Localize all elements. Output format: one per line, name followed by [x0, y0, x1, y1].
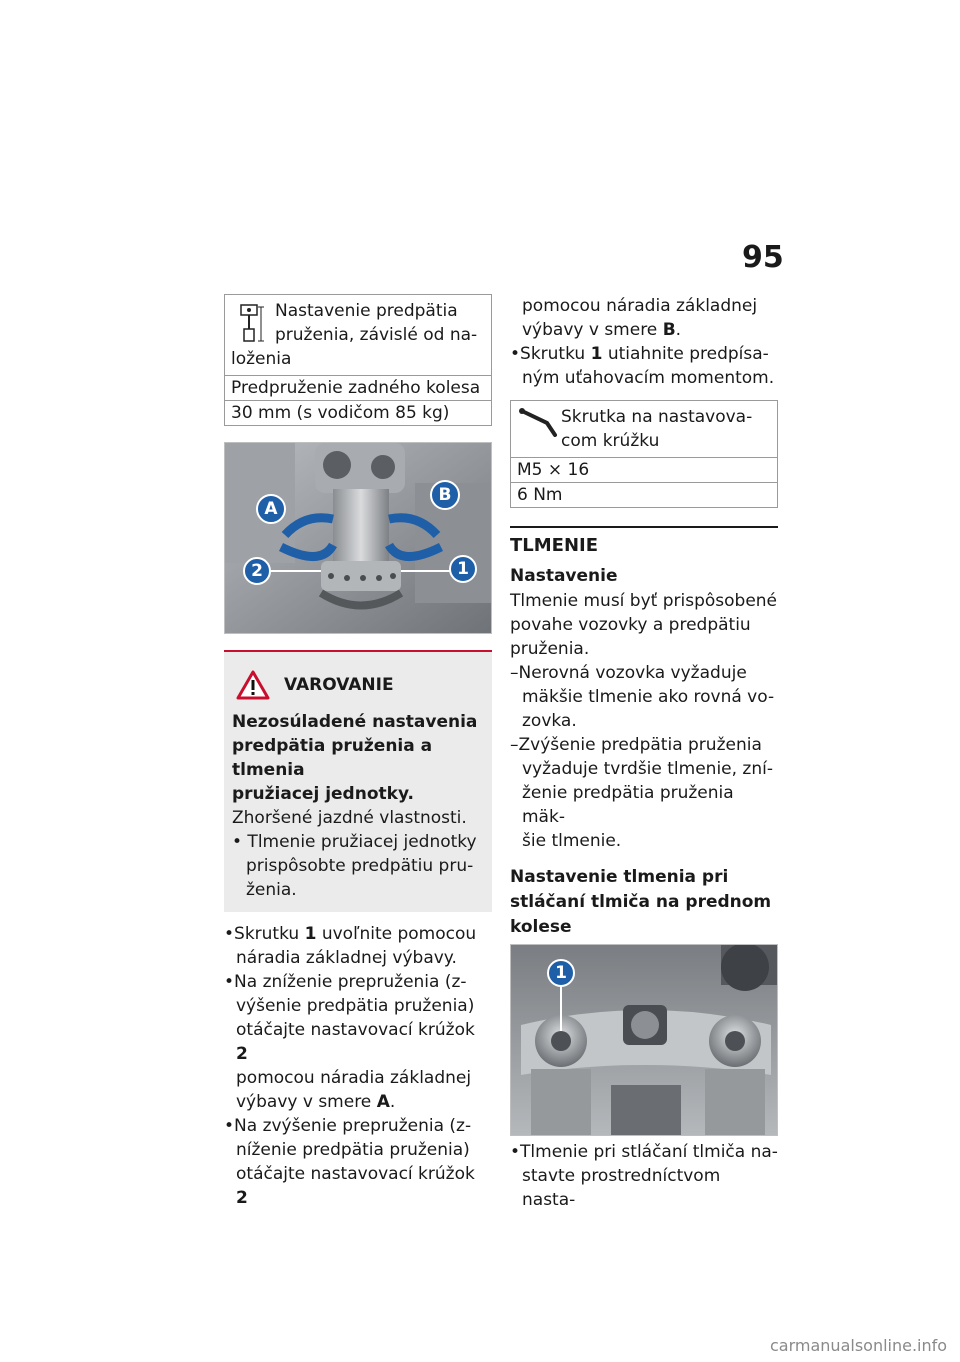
dash-line: –Nerovná vozovka vyžaduje	[510, 663, 747, 683]
cont-text: výbavy v smere	[522, 320, 663, 340]
subheading: Nastavenie	[510, 566, 618, 586]
torque-row-value: 6 Nm	[511, 482, 777, 507]
step-line	[224, 922, 492, 946]
intro-line: pruženia.	[510, 639, 590, 659]
warning-bullet-line: prispôsobte predpätiu pru-	[246, 856, 474, 876]
warning-bullet-line: ženia.	[246, 880, 297, 900]
callout-b: B	[438, 485, 452, 505]
left-column	[224, 294, 492, 1210]
subheading-2-line: Nastavenie tlmenia pri	[510, 867, 729, 887]
final-line: •Tlmenie pri stláčaní tlmiča na-	[510, 1142, 778, 1162]
page-number: 95	[742, 240, 784, 275]
rear-shock-photo	[224, 442, 492, 634]
torque-header-line: com krúžku	[561, 431, 660, 451]
spec-header-line: pruženia, závislé od na-	[275, 325, 478, 345]
footer-url[interactable]: carmanualsonline.info	[770, 1336, 948, 1355]
step-text: otáčajte nastavovací krúžok	[236, 1164, 475, 1184]
step-line: níženie predpätia pruženia)	[236, 1140, 470, 1160]
cont-line	[510, 318, 778, 342]
final-line: stavte prostredníctvom nasta-	[522, 1166, 721, 1210]
dash-line: mäkšie tlmenie ako rovná vo-	[522, 687, 775, 707]
spec-header-line: Nastavenie predpätia	[275, 301, 458, 321]
front-fork-photo	[510, 944, 778, 1136]
step-ref: 2	[236, 1044, 248, 1064]
cont-line: pomocou náradia základnej	[522, 296, 758, 316]
dash-line: šie tlmenie.	[522, 831, 622, 851]
warning-text: Zhoršené jazdné vlastnosti.	[232, 808, 467, 828]
warning-title: VAROVANIE	[284, 675, 394, 695]
step-line: výšenie predpätia pruženia)	[236, 996, 475, 1016]
step-line: ným uťahovacím momentom.	[522, 368, 775, 388]
warning-triangle-icon	[236, 670, 270, 700]
rear-shock-illustration	[225, 443, 492, 633]
dash-line: vyžaduje tvrdšie tlmenie, zní-	[522, 759, 773, 779]
cont-text: .	[675, 320, 682, 340]
dash-line: ženie predpätia pruženia mäk-	[522, 783, 734, 827]
spec-row-label: Predpruženie zadného kolesa	[225, 375, 491, 400]
spec-box-header	[225, 295, 491, 375]
preload-spec-box	[224, 294, 492, 426]
step-line	[224, 1090, 492, 1114]
callout-1: 1	[555, 963, 567, 983]
step-line: pomocou náradia základnej	[236, 1068, 472, 1088]
spec-row-value: 30 mm (s vodičom 85 kg)	[225, 400, 491, 425]
warning-bullet-line: • Tlmenie pružiacej jednotky	[232, 832, 477, 852]
spring-preload-icon	[237, 303, 267, 345]
subheading-2-line: kolese	[510, 917, 572, 937]
dash-line: zovka.	[522, 711, 577, 731]
step-ref: 1	[590, 344, 603, 364]
step-text: výbavy v smere	[236, 1092, 377, 1112]
step-text: otáčajte nastavovací krúžok	[236, 1020, 475, 1040]
step-line: náradia základnej výbavy.	[236, 948, 457, 968]
right-column	[510, 294, 778, 1212]
step-text: •Skrutku	[510, 344, 591, 364]
warning-header	[236, 670, 484, 700]
subheading-2	[510, 865, 778, 940]
step-line: •Na zníženie prepruženia (z-	[224, 972, 467, 992]
cont-ref: B	[662, 320, 676, 340]
step-ref: 1	[304, 924, 317, 944]
warning-bold-line: Nezosúladené nastavenia	[232, 712, 478, 732]
callout-a: A	[264, 499, 278, 519]
step-text: utiahnite predpísa-	[602, 344, 769, 364]
torque-box-header	[511, 401, 777, 457]
step-ref: 2	[236, 1188, 248, 1208]
torque-row-size: M5 × 16	[511, 457, 777, 482]
torque-wrench-icon	[519, 407, 559, 437]
intro-line: povahe vozovky a predpätiu	[510, 615, 751, 635]
torque-spec-box	[510, 400, 778, 508]
spec-header-line: loženia	[231, 349, 292, 369]
step-text: uvoľnite pomocou	[316, 924, 477, 944]
section-title: TLMENIE	[510, 526, 778, 558]
callout-1: 1	[457, 559, 469, 579]
step-line	[510, 342, 778, 366]
dash-line: –Zvýšenie predpätia pruženia	[510, 735, 762, 755]
step-text: •Skrutku	[224, 924, 305, 944]
torque-header-line: Skrutka na nastavova-	[561, 407, 753, 427]
warning-block	[224, 650, 492, 912]
step-text: .	[389, 1092, 396, 1112]
step-line	[224, 1162, 492, 1210]
callout-2: 2	[251, 561, 263, 581]
subheading-2-line: stláčaní tlmiča na prednom	[510, 892, 772, 912]
intro-line: Tlmenie musí byť prispôsobené	[510, 591, 778, 611]
step-line	[224, 1018, 492, 1066]
step-line: •Na zvýšenie prepruženia (z-	[224, 1116, 472, 1136]
warning-bold-line: pružiacej jednotky.	[232, 784, 414, 804]
warning-bold-line: predpätia pruženia a tlmenia	[232, 736, 433, 780]
step-ref: A	[376, 1092, 390, 1112]
step-list	[224, 922, 492, 1210]
